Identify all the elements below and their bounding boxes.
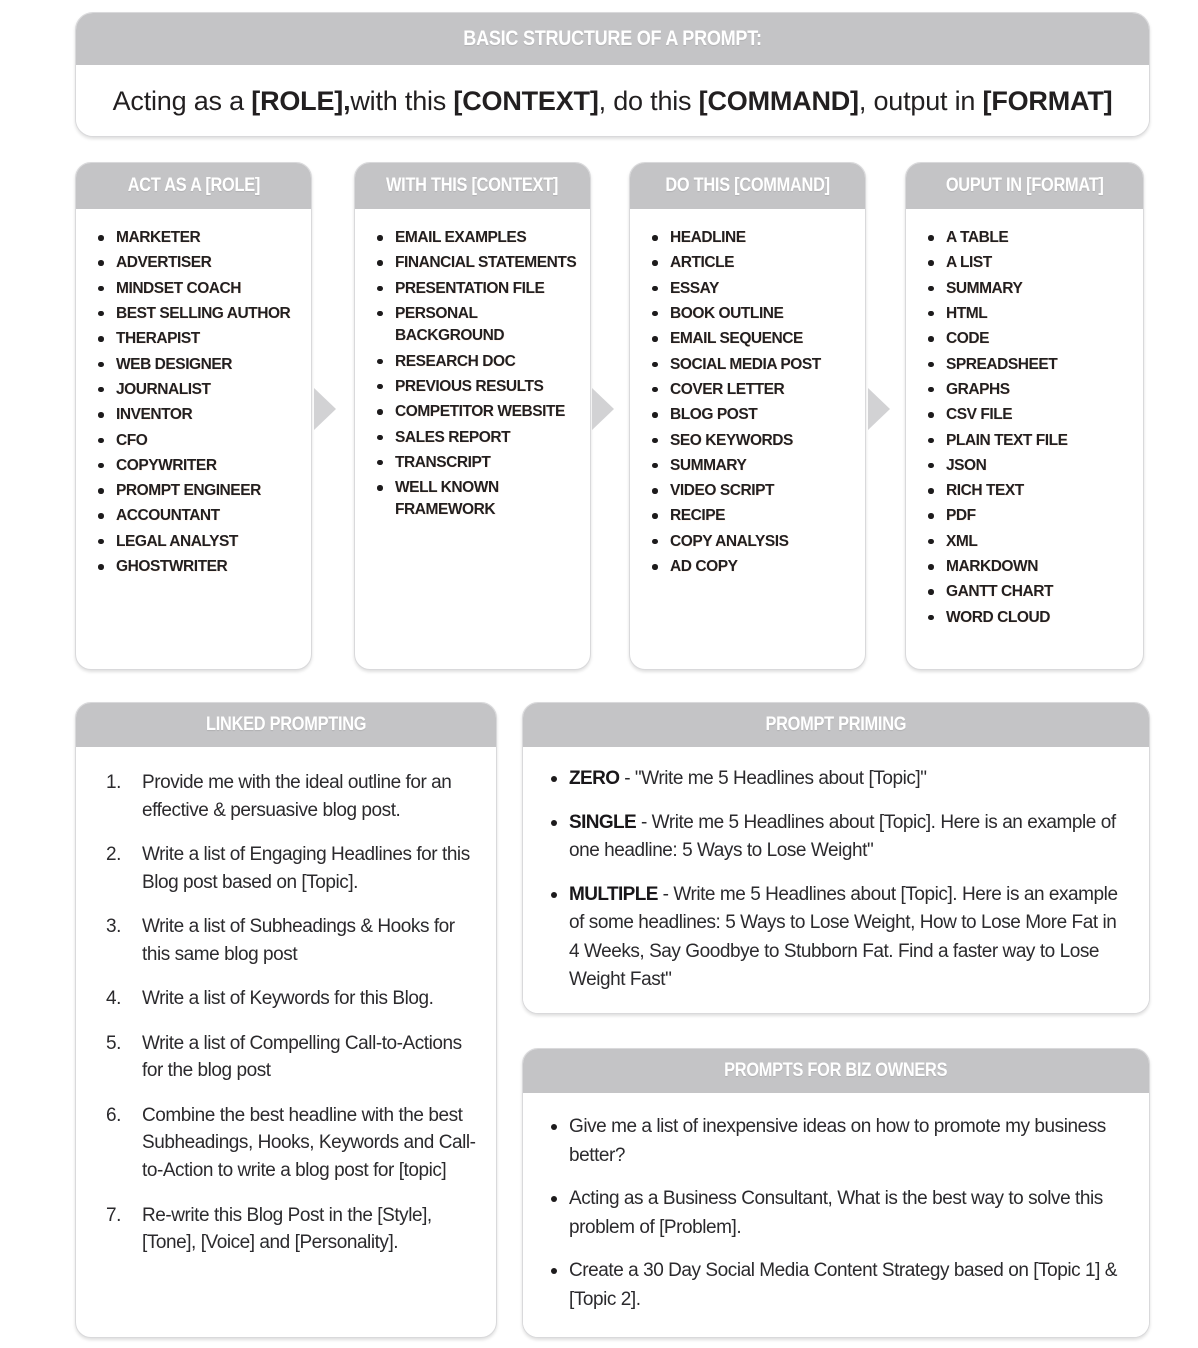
linked-prompting-body xyxy=(76,747,496,1284)
banner-part-1: Acting as a xyxy=(112,86,252,116)
column-title-role: ACT AS A [ROLE] xyxy=(127,175,260,196)
priming-text: - Write me 5 Headlines about [Topic]. Here is an example of one headline: 5 Ways to Lose Weight" xyxy=(569,811,1116,861)
column-title-context: WITH THIS [CONTEXT] xyxy=(386,175,559,196)
biz-owners-card xyxy=(522,1048,1150,1338)
command-list xyxy=(644,227,859,578)
prompt-priming-title: PROMPT PRIMING xyxy=(765,714,907,735)
list-item: Provide me with the ideal outline for an effective & persuasive blog post. xyxy=(142,772,452,821)
list-item: Acting as a Business Consultant, What is the best way to solve this problem of [Problem]. xyxy=(537,1185,1129,1242)
linked-prompting-steps xyxy=(90,769,478,1257)
list-item: ADVERTISER xyxy=(90,252,305,274)
list-item: ESSAY xyxy=(644,278,859,300)
list-item: A TABLE xyxy=(920,227,1137,249)
list-item: Re-write this Blog Post in the [Style], [Tone], [Voice] and [Personality]. xyxy=(142,1204,432,1254)
column-header-command xyxy=(630,163,865,209)
list-item: WELL KNOWN FRAMEWORK xyxy=(369,477,584,522)
list-item xyxy=(537,881,1129,995)
banner-body xyxy=(76,65,1149,137)
banner-token-role: [ROLE], xyxy=(251,86,351,116)
list-item: LEGAL ANALYST xyxy=(90,531,305,553)
list-item: THERAPIST xyxy=(90,328,305,350)
list-item: PLAIN TEXT FILE xyxy=(920,430,1137,452)
prompt-priming-card xyxy=(522,702,1150,1014)
list-item: CODE xyxy=(920,328,1137,350)
column-body-role xyxy=(76,209,311,591)
list-item: GHOSTWRITER xyxy=(90,556,305,578)
banner-part-3: , do this xyxy=(598,86,699,116)
list-item: Write a list of Engaging Headlines for this Blog post based on [Topic]. xyxy=(142,844,470,893)
biz-owners-list xyxy=(537,1113,1129,1314)
list-item: AD COPY xyxy=(644,556,859,578)
list-item: RECIPE xyxy=(644,505,859,527)
list-item: PDF xyxy=(920,505,1137,527)
list-item: GANTT CHART xyxy=(920,581,1137,603)
flow-arrow-icon xyxy=(314,388,336,430)
list-item: RESEARCH DOC xyxy=(369,351,584,373)
list-item: PERSONAL BACKGROUND xyxy=(369,303,584,348)
column-body-format xyxy=(906,209,1143,642)
biz-owners-title: PROMPTS FOR BIZ OWNERS xyxy=(724,1060,948,1081)
list-item: PREVIOUS RESULTS xyxy=(369,376,584,398)
list-item: A LIST xyxy=(920,252,1137,274)
list-item: BLOG POST xyxy=(644,404,859,426)
column-title-format: OUPUT IN [FORMAT] xyxy=(945,175,1104,196)
list-item: Create a 30 Day Social Media Content Strategy based on [Topic 1] & [Topic 2]. xyxy=(537,1257,1129,1314)
list-item: Write a list of Compelling Call-to-Actions for the blog post xyxy=(142,1032,462,1082)
list-item: WEB DESIGNER xyxy=(90,354,305,376)
role-list xyxy=(90,227,305,578)
context-list xyxy=(369,227,584,522)
priming-label: ZERO xyxy=(569,768,620,789)
linked-prompting-title: LINKED PROMPTING xyxy=(205,714,367,735)
format-list xyxy=(920,227,1137,629)
prompt-priming-header xyxy=(523,703,1149,747)
banner-token-command: [COMMAND] xyxy=(698,86,859,116)
column-card-role xyxy=(75,162,312,670)
banner-token-format: [FORMAT] xyxy=(982,86,1113,116)
list-item: SEO KEYWORDS xyxy=(644,430,859,452)
list-item: ACCOUNTANT xyxy=(90,505,305,527)
flow-arrow-icon xyxy=(868,388,890,430)
column-header-format xyxy=(906,163,1143,209)
priming-label: SINGLE xyxy=(569,811,637,833)
list-item xyxy=(537,809,1129,866)
list-item: COMPETITOR WEBSITE xyxy=(369,401,584,423)
list-item: SOCIAL MEDIA POST xyxy=(644,354,859,376)
priming-text: - Write me 5 Headlines about [Topic]. Here is an example of some headlines: 5 Ways to Lose Weight, How to Lose More Fat in 4 Weeks, Say Goodbye to Stubborn Fat. Find a faster way to Lose Weight Fast" xyxy=(569,883,1118,990)
list-item: TRANSCRIPT xyxy=(369,452,584,474)
prompt-priming-body xyxy=(523,747,1149,1014)
banner-title: BASIC STRUCTURE OF A PROMPT: xyxy=(463,27,762,50)
list-item: Give me a list of inexpensive ideas on how to promote my business better? xyxy=(537,1113,1129,1170)
list-item: BOOK OUTLINE xyxy=(644,303,859,325)
banner-token-context: [CONTEXT] xyxy=(453,86,599,116)
list-item: SPREADSHEET xyxy=(920,354,1137,376)
list-item: COPYWRITER xyxy=(90,455,305,477)
list-item: EMAIL EXAMPLES xyxy=(369,227,584,249)
banner-part-4: , output in xyxy=(858,86,983,116)
list-item: GRAPHS xyxy=(920,379,1137,401)
list-item: SUMMARY xyxy=(644,455,859,477)
list-item: RICH TEXT xyxy=(920,480,1137,502)
list-item: VIDEO SCRIPT xyxy=(644,480,859,502)
column-title-command: DO THIS [COMMAND] xyxy=(665,175,830,196)
list-item: Write a list of Subheadings & Hooks for this same blog post xyxy=(142,916,455,965)
list-item: CSV FILE xyxy=(920,404,1137,426)
column-card-context xyxy=(354,162,591,670)
list-item: INVENTOR xyxy=(90,404,305,426)
priming-label: MULTIPLE xyxy=(569,883,658,905)
priming-text: - "Write me 5 Headlines about [Topic]" xyxy=(619,768,927,789)
list-item: Combine the best headline with the best Subheadings, Hooks, Keywords and Call-to-Action to write a blog post for [topic] xyxy=(142,1104,476,1182)
linked-prompting-header xyxy=(76,703,496,747)
list-item: XML xyxy=(920,531,1137,553)
list-item: JSON xyxy=(920,455,1137,477)
list-item: PROMPT ENGINEER xyxy=(90,480,305,502)
list-item: PRESENTATION FILE xyxy=(369,278,584,300)
list-item: MARKDOWN xyxy=(920,556,1137,578)
biz-owners-header xyxy=(523,1049,1149,1093)
list-item: ARTICLE xyxy=(644,252,859,274)
list-item: EMAIL SEQUENCE xyxy=(644,328,859,350)
list-item: FINANCIAL STATEMENTS xyxy=(369,252,584,274)
column-body-context xyxy=(355,209,590,535)
flow-arrow-icon xyxy=(592,388,614,430)
banner-part-2: with this xyxy=(350,86,454,116)
prompt-priming-list xyxy=(537,765,1129,995)
list-item: MARKETER xyxy=(90,227,305,249)
list-item: COPY ANALYSIS xyxy=(644,531,859,553)
list-item: SALES REPORT xyxy=(369,427,584,449)
banner-sentence xyxy=(113,86,1113,117)
column-card-format xyxy=(905,162,1144,670)
list-item: JOURNALIST xyxy=(90,379,305,401)
list-item: WORD CLOUD xyxy=(920,607,1137,629)
column-header-context xyxy=(355,163,590,209)
banner-header xyxy=(76,13,1149,65)
biz-owners-body xyxy=(523,1093,1149,1338)
column-header-role xyxy=(76,163,311,209)
column-card-command xyxy=(629,162,866,670)
column-body-command xyxy=(630,209,865,591)
list-item: Write a list of Keywords for this Blog. xyxy=(142,988,434,1010)
list-item: COVER LETTER xyxy=(644,379,859,401)
list-item: CFO xyxy=(90,430,305,452)
list-item: HEADLINE xyxy=(644,227,859,249)
list-item: MINDSET COACH xyxy=(90,278,305,300)
list-item: BEST SELLING AUTHOR xyxy=(90,303,305,325)
list-item xyxy=(537,765,1129,794)
list-item: SUMMARY xyxy=(920,278,1137,300)
linked-prompting-card xyxy=(75,702,497,1338)
list-item: HTML xyxy=(920,303,1137,325)
basic-structure-banner xyxy=(75,12,1150,137)
